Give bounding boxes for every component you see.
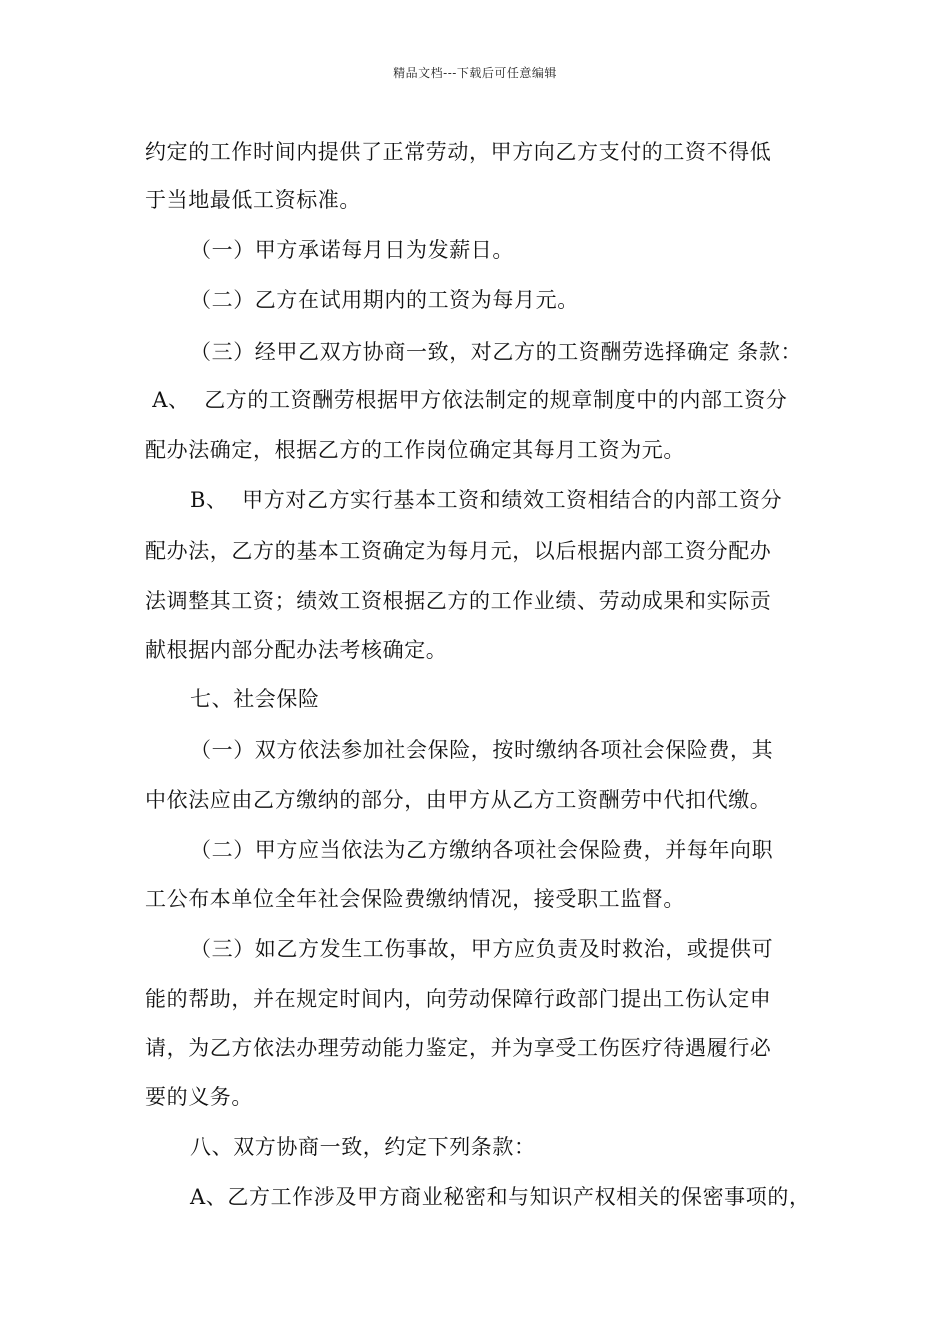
text-line: 法调整其工资；绩效工资根据乙方的工作业绩、劳动成果和实际贡: [145, 589, 772, 613]
text-line: （二）乙方在试用期内的工资为每月元。: [190, 288, 579, 312]
text-line: B、 甲方对乙方实行基本工资和绩效工资相结合的内部工资分: [190, 488, 783, 512]
text-line: （三）经甲乙双方协商一致，对乙方的工资酬劳选择确定 条款：: [190, 340, 803, 364]
text-line: 配办法，乙方的基本工资确定为每月元，以后根据内部工资分配办: [145, 539, 772, 563]
text-line: 工公布本单位全年社会保险费缴纳情况，接受职工监督。: [145, 887, 685, 911]
text-line: 约定的工作时间内提供了正常劳动，甲方向乙方支付的工资不得低: [145, 140, 772, 164]
text-line: （一）双方依法参加社会保险，按时缴纳各项社会保险费，其: [190, 738, 774, 762]
text-line: 能的帮助，并在规定时间内，向劳动保障行政部门提出工伤认定申: [145, 987, 772, 1011]
text-line: 请，为乙方依法办理劳动能力鉴定，并为享受工伤医疗待遇履行必: [145, 1036, 772, 1060]
text-line: （一）甲方承诺每月日为发薪日。: [190, 238, 514, 262]
text-line: 献根据内部分配办法考核确定。: [145, 638, 448, 662]
section-heading: 七、社会保险: [190, 687, 320, 711]
text-line: A、 乙方的工资酬劳根据甲方依法制定的规章制度中的内部工资分: [145, 388, 788, 412]
text-line: （三）如乙方发生工伤事故，甲方应负责及时救治，或提供可: [190, 937, 774, 961]
text-line: （二）甲方应当依法为乙方缴纳各项社会保险费，并每年向职: [190, 838, 774, 862]
text-line: 中依法应由乙方缴纳的部分，由甲方从乙方工资酬劳中代扣代缴。: [145, 788, 772, 812]
text-line: 要的义务。: [145, 1085, 253, 1109]
section-heading: 八、双方协商一致，约定下列条款：: [190, 1135, 536, 1159]
text-line: A、乙方工作涉及甲方商业秘密和与知识产权相关的保密事项的，: [190, 1185, 811, 1209]
page-header: 精品文档---下载后可任意编辑: [393, 66, 557, 80]
text-line: 配办法确定，根据乙方的工作岗位确定其每月工资为元。: [145, 438, 685, 462]
text-line: 于当地最低工资标准。: [145, 188, 361, 212]
